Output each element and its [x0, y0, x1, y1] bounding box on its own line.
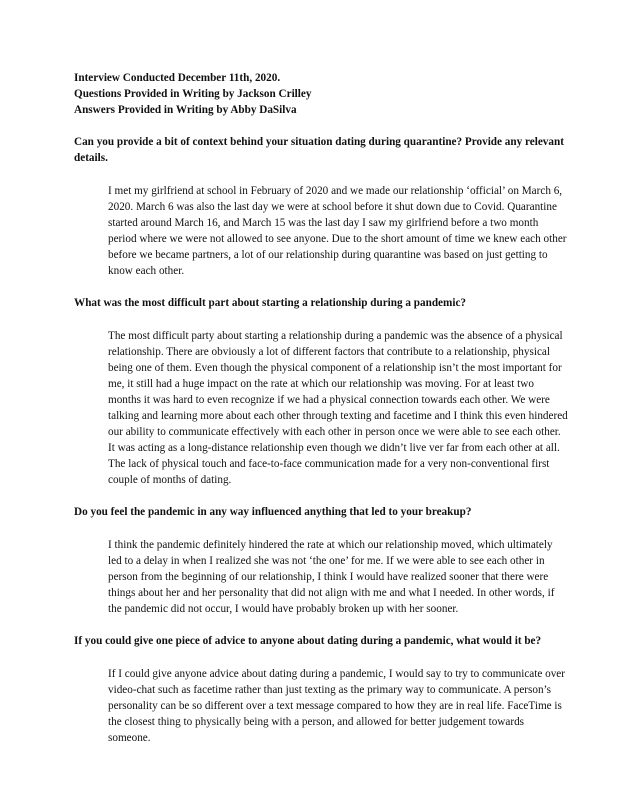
question-2: What was the most difficult part about starting a relationship during a pandemic? [74, 297, 467, 309]
questions-author: Questions Provided in Writing by Jackson Crilley [74, 88, 312, 100]
question-4: If you could give one piece of advice to anyone about dating during a pandemic, what would it be? [74, 635, 542, 647]
answer-4: If I could give anyone advice about dating during a pandemic, I would say to try to communicate over video-chat such as facetime rather than just texting as the primary way to communicate. A person’s personality can be so different over a text message compared to how they are in real life. FaceTime is the closest thing to physically being with a person, and allowed for better judgement towards someone. [108, 668, 565, 744]
answer-1: I met my girlfriend at school in February of 2020 and we made our relationship ‘official’ on March 6, 2020. March 6 was also the last day we were at school before it shut down due to Covid. Quarantine started around March 16, and March 15 was the last day I saw my girlfriend before a two month period where we were not allowed to see anyone. Due to the short amount of time we knew each other before we became partners, a lot of our relationship during quarantine was based on just getting to know each other. [108, 185, 567, 277]
interview-header [74, 70, 568, 118]
interview-date: Interview Conducted December 11th, 2020. [74, 72, 281, 84]
answer-2: The most difficult party about starting a relationship during a pandemic was the absence of a physical relationship. There are obviously a lot of different factors that contribute to a relationship, physical being one of them. Even though the physical component of a relationship isn’t the most important for me, it still had a huge impact on the rate at which our relationship was moving. For at least two months it was hard to even recognize if we had a physical connection towards each other. We were talking and learning more about each other through texting and facetime and I think this even hindered our ability to communicate effectively with each other in person once we were able to see each other. It was acting as a long-distance relationship even though we didn’t live ver far from each other at all. The lack of physical touch and face-to-face communication made for a very non-conventional first couple of months of dating. [108, 330, 568, 486]
answer-3: I think the pandemic definitely hindered the rate at which our relationship moved, which ultimately led to a delay in when I realized she was not ‘the one’ for me. If we were able to see each other in person from the beginning of our relationship, I think I would have realized sooner that there were things about her and her personality that did not align with me and what I needed. In other words, if the pandemic did not occur, I would have probably broken up with her sooner. [108, 539, 555, 615]
question-3: Do you feel the pandemic in any way influenced anything that led to your breakup? [74, 506, 472, 518]
answers-author: Answers Provided in Writing by Abby DaSilva [74, 104, 297, 116]
question-1: Can you provide a bit of context behind your situation dating during quarantine? Provide any relevant details. [74, 136, 564, 164]
